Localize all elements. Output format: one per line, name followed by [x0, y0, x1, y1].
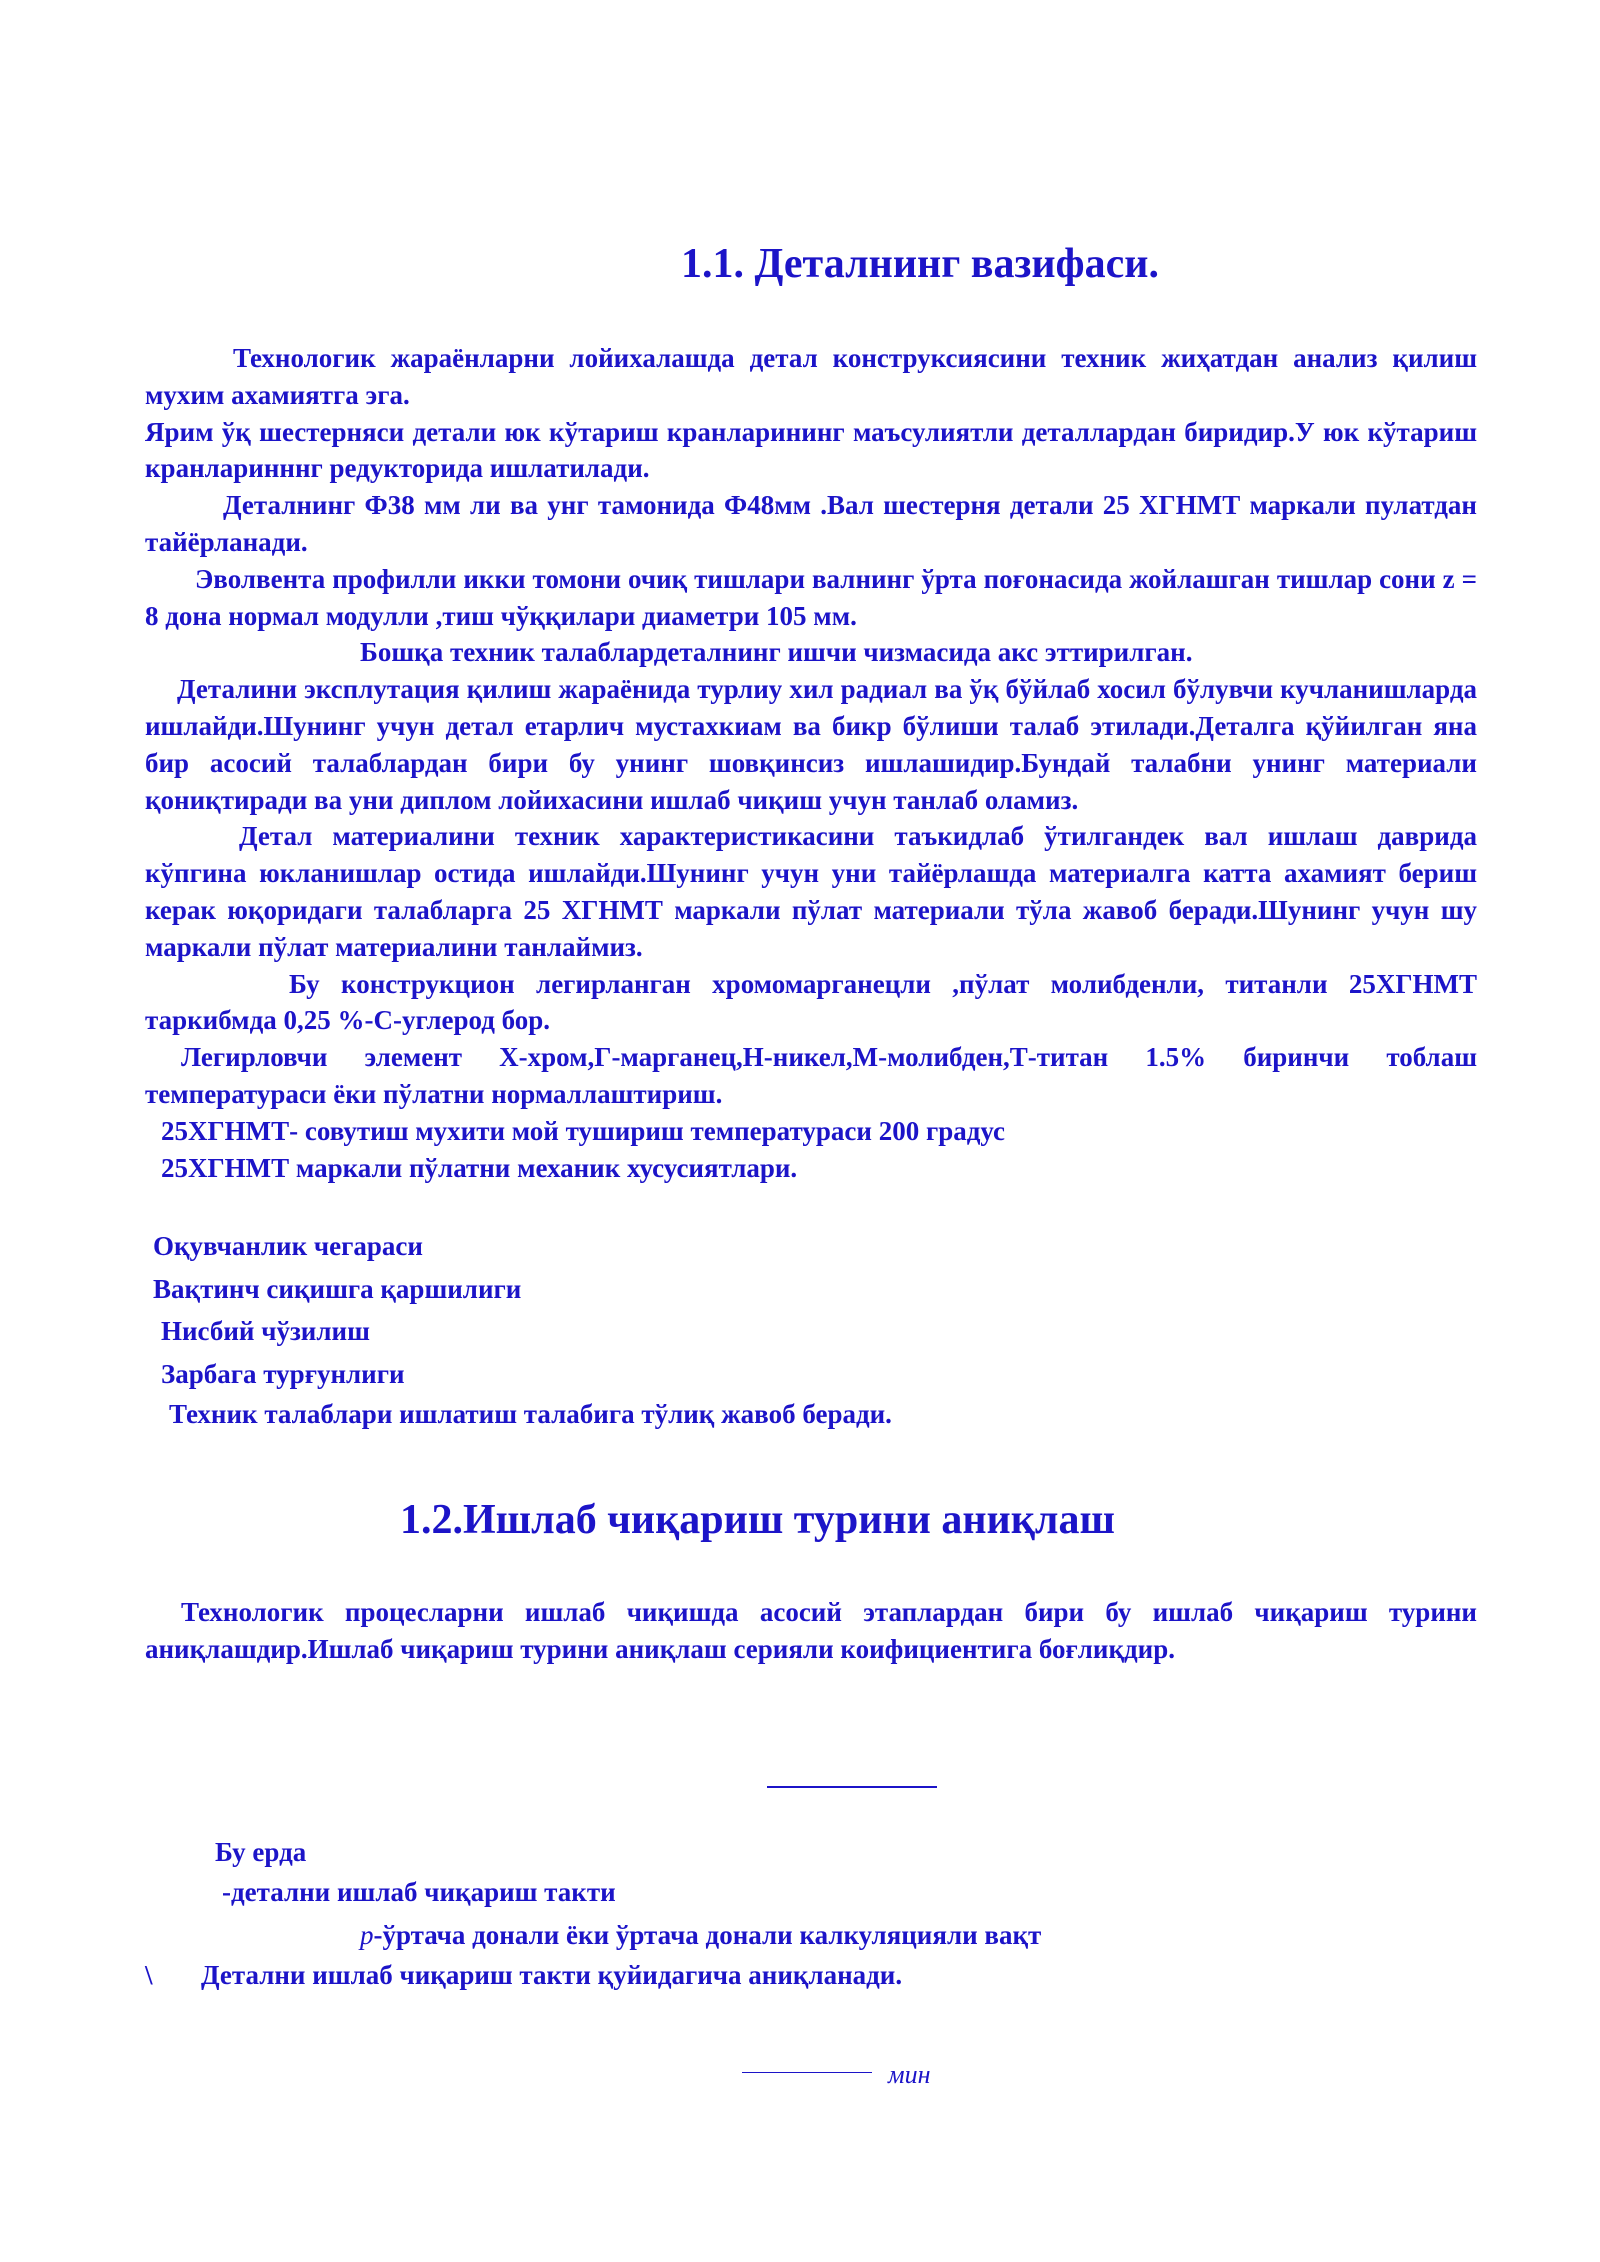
property-yield-strength: Оқувчанлик чегараси	[153, 1231, 423, 1261]
paragraph-8: Бу конструкцион легирланган хромомарганецли ,пўлат молибденли, титанли 25ХГНМТ таркибмда 0,25 %-С-углерод бор.	[145, 968, 1477, 1036]
paragraph-4: Эволвента профилли икки томони очиқ тишлари валнинг ўрта поғонасида жойлашган тишлар сони z = 8 дона нормал модулли ,тиш чўққилари диаметри 105 мм.	[145, 563, 1477, 631]
formula-fraction-line	[767, 1786, 937, 1788]
paragraph-3: Деталнинг Ф38 мм ли ва унг тамонида Ф48мм .Вал шестерня детали 25 ХГНМТ маркали пулатдан тайёрланади.	[145, 490, 1477, 557]
section-2-paragraph: Технологик процесларни ишлаб чиқишда асосий этаплардан бири бу ишлаб чиқариш турини аниқлашдир.Ишлаб чиқариш турини аниқлаш серияли коифициентига боғлиқдир.	[145, 1597, 1477, 1664]
paragraph-9: Легирловчи элемент Х-хром,Г-марганец,Н-никел,М-молибден,Т-титан 1.5% биринчи тоблаш температураси ёки пўлатни нормаллаштириш.	[145, 1042, 1477, 1109]
definition-piece-time	[360, 1917, 1041, 1953]
closing-statement: Техник талаблари ишлатиш талабига тўлиқ жавоб беради.	[169, 1399, 892, 1429]
paragraph-10: 25ХГНМТ- совутиш мухити мой тушириш температураси 200 градус	[161, 1115, 1006, 1146]
paragraph-5: Бошқа техник талаблардеталнинг ишчи чизмасида акс эттирилган.	[360, 637, 1193, 668]
unit-minutes: мин	[888, 2060, 931, 2089]
section-2-body	[145, 1594, 1477, 1668]
definition-takt-calc: Детални ишлаб чиқариш такти қуйидагича аниқланади.	[201, 1960, 903, 1990]
where-label: Бу ерда	[215, 1837, 307, 1867]
backslash-mark: \	[145, 1960, 153, 1990]
paragraph-2: Ярим ўқ шестерняси детали юк кўтариш кранларининг маъсулиятли деталлардан биридир.У юк кўтариш кранларинннг редукторида ишлатилади.	[145, 416, 1477, 484]
paragraph-11: 25ХГНМТ маркали пўлатни механик хусусиятлари.	[161, 1152, 798, 1183]
property-impact-toughness: Зарбага турғунлиги	[161, 1359, 405, 1389]
piece-time-symbol: р	[360, 1920, 374, 1950]
piece-time-text: -ўртача донали ёки ўртача донали калкуляцияли вақт	[373, 1920, 1042, 1950]
property-elongation: Нисбий чўзилиш	[161, 1316, 370, 1346]
paragraph-6: Деталини эксплутация қилиш жараёнида турлиу хил радиал ва ўқ бўйлаб хосил бўлувчи кучланишларда ишлайди.Шунинг учун детал етарлич мустахкиам ва бикр бўлиши талаб этилади.Деталга қўйилган яна бир асосий талаблардан бири бу унинг шовқинсиз ишлашидир.Бундай талабни унинг материали қониқтиради ва уни диплом лойихасини ишлаб чиқиш учун танлаб оламиз.	[145, 674, 1477, 815]
definition-takt: -детални ишлаб чиқариш такти	[222, 1877, 616, 1907]
section-heading-2: 1.2.Ишлаб чиқариш турини аниқлаш	[400, 1497, 1115, 1543]
section-1-body	[145, 340, 1477, 1186]
section-heading-1-text: 1.1. Деталнинг вазифаси.	[681, 241, 1159, 287]
formula-line-2	[742, 2072, 872, 2073]
property-tensile-strength: Вақтинч сиқишга қаршилиги	[153, 1274, 522, 1304]
paragraph-1: Технологик жараёнларни лойихалашда детал конструксиясини техник жиҳатдан анализ қилиш мухим ахамиятга эга.	[145, 343, 1477, 410]
paragraph-7: Детал материалини техник характеристикасини таъкидлаб ўтилгандек вал ишлаш даврида кўпгина юкланишлар остида ишлайди.Шунинг учун уни тайёрлашда материалга катта ахамият бериш керак юқоридаги талабларга 25 ХГНМТ маркали пўлат материали тўла жавоб беради.Шунинг учун шу маркали пўлат материалини танлаймиз.	[145, 821, 1477, 962]
